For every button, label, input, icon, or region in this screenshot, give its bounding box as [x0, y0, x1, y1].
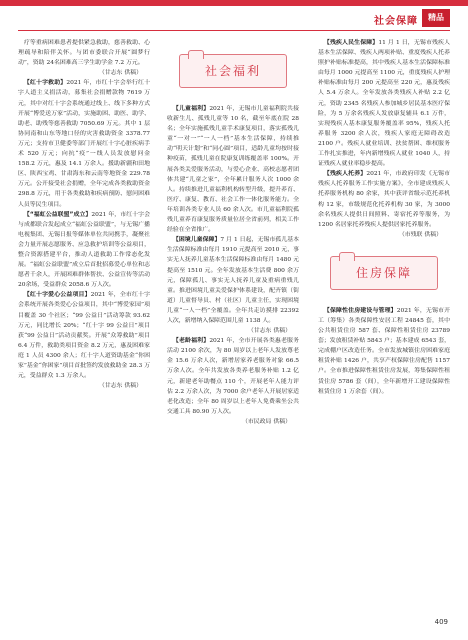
banner-title: 社会福利 [204, 63, 261, 78]
paragraph-tag: 【困境儿童保障】 [172, 237, 221, 244]
credit-line: （甘志东 供稿） [247, 328, 291, 335]
credit-line: （甘志东 供稿） [98, 383, 142, 390]
credit-line: （甘志东 供稿） [98, 70, 142, 77]
column-3 [318, 38, 450, 397]
section-banner-welfare [167, 38, 299, 104]
banner-frame [330, 256, 438, 290]
header-section-title: 社会保障 [374, 16, 418, 27]
paragraph-tag: 【残疾人托养】 [323, 171, 367, 178]
paragraph: 【困境儿童保障】7 月 1 日起，无锡市孤儿基本生活保障标准由每月 1910 元提高至 2010 元，事实无人抚养儿童基本生活保障标准由每月 1480 元提高至 1510 元。全年发放基本生活费 800 余万元，保障孤儿、事实无人抚养儿童及重病重残儿童。推进困境儿童关爱保护体系建设，配齐镇（街道）儿童督导员、村（社区）儿童主任，实现困境儿童“一人一档”全覆盖。全年共走访摸排 22392 人次，新增纳入保障范围儿童 1138 人。 [167, 237, 299, 324]
paragraph: 【儿童福利】2021 年，无锡市儿童福利院共接收新生儿、孤残儿童等 10 名，截至年底在院 28 名；全年实施孤残儿童手术康复项目，落实孤残儿童“一对一”“一人一档”基本生活保障，持续推动“明天计划”和“同心圆”项目，适龄儿童均按时接种疫苗，孤残儿童在院康复训练覆盖率 100%。开展各类关爱服务活动，与爱心企业、高校志愿者团体共建“儿童之家”，全年累计服务人次 1000 余人。持续推进儿童福利机构转型升级，提升养育、医疗、康复、教育、社会工作一体化服务能力。全年培训各类专业人员 60 余人次。市儿童福利院孤残儿童养育康复服务质量位居全省前列，相关工作经验在全省推广。 [167, 106, 299, 234]
paragraph-tag: 【红十字救助】 [23, 80, 67, 87]
column-2 [167, 38, 299, 427]
paragraph: 【红十字救助】2021 年，市红十字会举行红十字人道主义捐活动，募集社会捐赠款物 7619 万元，其中对红十字会系统通过线上、线下多种方式开展“博爱送万家”活动，实施助困、助医、助学、助老、助残等慈善救助 7050.69 万元。其中 1 层协同南和山东等地口径的灾害救助资金 3378.77 万元；支持市卫健委等部门开展红十字心脏疾病手术 520 万元；向抗“疫”一线人员发放慰问金 158.2 万元，惠及 14.1 万余人。援助新疆和田地区、陕西宝鸡、甘肃海东和云南等地资金 229.78 万元。公开接受社会捐赠，全年完成各类救助资金 298.8 万元，用于各类救助和疾病预防、慰问困难人员等民生项目。 [18, 80, 150, 208]
paragraph: 【保障性住房建设与管理】2021 年，无锡市开工（筹集）各类保障性安居工程 24845 套，其中公共租赁住房 587 套、保障性租赁住房 23789 套；发放租赁补贴 5843 户；基本建成 6543 套，完成棚户区改造任务。全市发放城镇住房困难家庭租赁补贴 1426 户，共享产权保障住房配售 1157 户。全市推进保障性租赁住房发展，筹集保障性租赁住房 5786 套（间），全年新增开工建设保障性租赁住房 1 万余套（间）。 [318, 307, 450, 395]
paragraph: 【残疾人民生保障】11 月 1 日，无锡市残疾人基本生活保障、残疾人两项补贴、重度残疾人托养照护补贴标准提高，其中残疾人基本生活保障标准由每月 1000 元提高至 1100 元，重度残疾人护理补贴标准由每月 200 元提高至 220 元，惠及残疾人 5.4 万余人。全年发放各类残疾人补贴 2.2 亿元，资助 2345 名残疾人参加城乡居民基本医疗保险，为 5 万余名残疾人发放康复辅具 6.1 万件，实现残疾人基本康复服务覆盖率 95%，残疾人托养服务 3200 余人次，残疾人家庭无障碍改造 2100 户。残疾人就业培训、扶贫帮困、维权服务工作扎实推进，年内新增残疾人就业 1040 人，持证残疾人就业率稳步提高。 [318, 40, 450, 168]
paragraph: 【老龄福利】2021 年，全市开展各类惠老服务活动 2100 余次，为 80 周岁以上老年人发放尊老金 15.6 万余人次，新增居家养老服务对象 66.5 万余人次。全年共发放各类养老服务补贴 1.2 亿元，新建老年助餐点 110 个，开展老年人能力评估 2.2 万余人次，为 7000 余户老年人开展居家适老化改造；全年 80 周岁以上老年人免费乘坐公共交通工具 80.90 万人次。 [167, 338, 299, 415]
paragraph-tag: 【儿童福利】 [172, 106, 210, 112]
paragraph: 【残疾人托养】2021 年，市政府印发《无锡市残疾人托养服务工作实施方案》，全市建成残疾人托养服务机构 80 余家，其中获评省级示范托养机构 12 家，市级规范化托养机构 30 家，为 3000 余名残疾人提供日间照料、寄宿托养等服务，为 1200 名居家托养残疾人提供居家托养服务。 [318, 171, 450, 228]
banner-title: 住房保障 [355, 265, 412, 280]
page-number: 409 [434, 618, 448, 626]
credit-line: （市残联 供稿） [398, 231, 442, 238]
paragraph: 疗等重病困难患者提供紧急救助，慈善救助、心理疏导和陪伴关怀。与团市委联合开展“圆梦行动”，资助 24名困难高三学生助学金 7.2 万元。 [18, 40, 150, 67]
paragraph-tag: 【残疾人民生保障】 [323, 40, 379, 46]
paragraph-tag: 【老龄福利】 [172, 338, 210, 345]
header-rule [18, 30, 450, 31]
paragraph: 【红十字爱心公益项目】2021 年，全市红十字会系统开展各类爱心公益项目，其中“博爱家园”项目覆盖 30 个社区；“99 公益日”活动筹款 93.62 万元，同比增长 20%；“红十字 99 公益日”项目获“99 公益日”活动贡献奖。开展“众筹救助”项目 6.4 万件，救助类项目资金 8.2 万元，惠及困难家庭 1 人员 4300 余人；红十字人道资助基金“你困家”基金“你困家”项目首批签约发放救助金 28.3 万元，受益群众 1.3 万余人。 [18, 292, 150, 380]
section-banner-housing [318, 240, 450, 306]
header-strip [0, 0, 468, 6]
paragraph-tag: 【红十字爱心公益项目】 [23, 292, 91, 299]
paragraph: 【“福虹公益联盟”成立】2021 年，市红十字会与成都联合发起成立“福虹公益联盟”，与无锡广播电视集团、无锡日报等媒体单位共同携手，凝聚社会力量开展志愿服务、应急救护培训等公益项目，整合资源搭建平台，推动人道救助工作常态化发展。“福虹公益联盟”成立后首批招募爱心单位和志愿者千余人，开展困难群体帮扶、公益宣传等活动 20余场，受益群众 2058.6 万人次。 [18, 211, 150, 289]
banner-frame [179, 54, 287, 88]
paragraph-tag: 【保障性住房建设与管理】 [323, 307, 397, 314]
column-1 [18, 38, 150, 391]
paragraph-tag: 【“福虹公益联盟”成立】 [23, 211, 92, 218]
header-logo: 精品 [422, 9, 450, 27]
credit-line: （市民政局 供稿） [242, 418, 291, 425]
